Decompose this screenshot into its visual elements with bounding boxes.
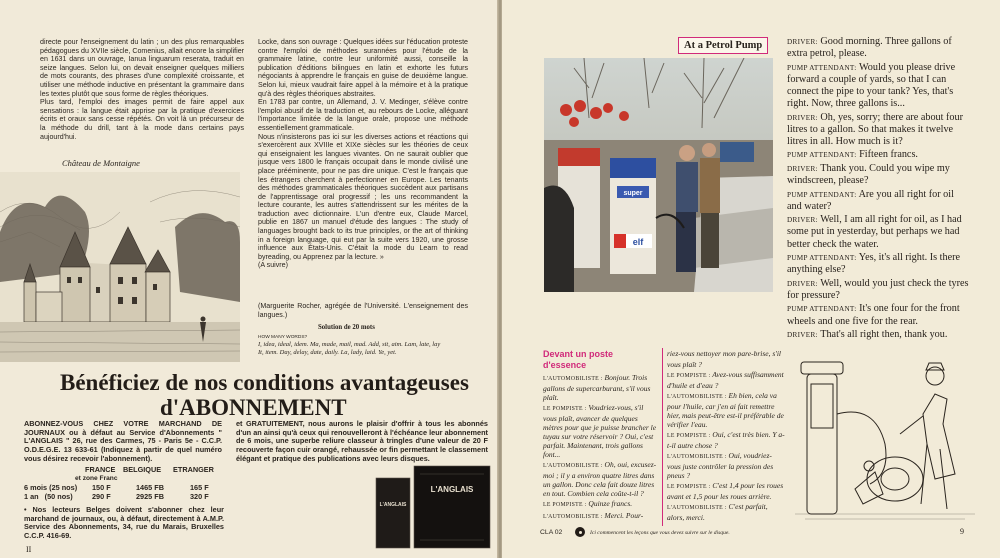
dialogue-line	[787, 214, 969, 250]
translation-line	[667, 430, 785, 450]
line-text: Yes, it's all right. Is there anything else?	[787, 252, 961, 276]
line-text: Well, I am all right for oil, as I had some put in yesterday, but perhaps we had better check the water.	[787, 214, 962, 250]
left-page	[0, 0, 498, 558]
english-dialogue	[787, 36, 969, 343]
speaker: DRIVER:	[787, 38, 818, 46]
line-text: Quinze francs.	[588, 499, 633, 508]
line-text: Oui, voudriez-vous juste contrôler la pression des pneus ?	[667, 451, 774, 480]
translation-line	[543, 373, 657, 402]
line-text: Would you please drive forward a couple of yards, so that I can connect the pipe to your tank? Yes, that's right. Now, three gallons is...	[787, 61, 956, 109]
record-disc-icon	[575, 527, 585, 537]
speaker: PUMP ATTENDANT:	[787, 190, 857, 199]
subscription-instructions: ABONNEZ-VOUS CHEZ VOTRE MARCHAND DE JOURNAUX ou à défaut au Service d'Abonnements " L'ANGLAIS " 26, rue des Carmes, 75 - Paris 5e - C.C.P. O.D.E.G.E. 13 633-61 (Indiquez à partir de quel numéro vous désirez recevoir l'abonnement).	[24, 420, 222, 463]
line-text: Oui, c'est très bien. Y a-t-il autre chose ?	[667, 430, 785, 450]
line-text: It's one four for the front wheels and one five for the rear.	[787, 303, 960, 327]
translation-line	[667, 391, 785, 429]
article-column-2: Locke, dans son ouvrage : Quelques idées sur l'éducation proteste contre l'emploi de méthodes surannées pour l'étude de la grammaire latine, contre leur uniformité aussi, conseille la publication d'éditions bilingues en latin et exhorte les futurs négociants à apprendre le français en guise de deuxième langue. Selon lui, mieux vaudrait faire appel à la mémoire et à la pratique qu'à des règles théoriques abstraites. En 1783 par contre, un Allemand, J. V. Medinger, s'élève contre l'emploi abusif de la traduction et, au rebours de Locke, alléguant l'importance limitée de la langue orale, propose une méthode essentiellement grammaticale. Nous n'insisterons pas ici sur les diverses actions et réactions qui s'exercèrent aux XVIIIe et XIXe siècles sur les théories de ceux qui enseignaient les langues vivantes. On ne saurait oublier que jusque vers 1800 le français occupait dans le monde civilisé une place prééminente, pour ne pas dire unique. C'est le français que les étrangers cherchent à perfectionner en Europe. Les tenants des méthodes grammaticales théoriques succèdent aux partisans de l'apprentissage oral progressif ; les uns recommandent la lecture courante, les autres s'attendrissent sur les mérites de la traduction avec dictionnaire. L'un d'entre eux, Claude Marcel, publie en 1867 un manuel d'étude des langues : The study of languages brought back to its true principles, or the art of thinking in a foreign language, qui eut par la suite vers 1920, une grosse influence aux États-Unis. C'était la mode du Learn to read byreading, ou Apprenez par la lecture. » (A suivre)	[258, 38, 468, 270]
speaker: LE POMPISTE :	[543, 502, 587, 508]
speaker: DRIVER:	[787, 113, 818, 122]
line-text: Good morning. Three gallons of extra petrol, please.	[787, 36, 952, 60]
solution-row-2: It, item. Day, delay, date, daily. La, lady, laid. Ye, yet.	[258, 349, 397, 356]
line-text: That's all right then, thank you.	[820, 329, 948, 341]
lesson-title: At a Petrol Pump	[678, 37, 768, 54]
column-divider	[662, 348, 663, 526]
solution-subtitle: HOW MANY WORDS?	[258, 335, 308, 340]
speaker: L'AUTOMOBILISTE :	[667, 505, 727, 511]
line-text: C'est parfait, alors, merci.	[667, 502, 768, 522]
line-text: riez-vous nettoyer mon pare-brise, s'il vous plaît ?	[667, 349, 782, 369]
article-column-1: directe pour l'enseignement du latin ; un des plus remarquables pédagogues du XVIIe siècle, Comenius, allait encore la simplifier en 1631 dans un ouvrage, Ianua linguarum reserata, traduit en seize langues. Selon lui, on devait enseigner quelques milliers de mots courants, des phrases d'une complexité croissante, et utiliser une méthode inductive en présentant la grammaire dans les textes plutôt que sous forme de règles théoriques. Plus tard, l'emploi des images permit de faire appel aux sensations : la langue était apprise par la pratique d'exercices écrits et oraux sans cesse répétés. On voit là un précurseur de la méthode du drill, tant à la mode dans certains pays aujourd'hui.	[40, 38, 244, 141]
line-text: Well, would you just check the tyres for pressure?	[787, 277, 969, 301]
tariff-cell: 150 F	[92, 483, 111, 492]
speaker: DRIVER:	[787, 164, 818, 173]
tariff-cell: 320 F	[190, 492, 209, 501]
tariff-header-etranger: ETRANGER	[173, 465, 214, 474]
tariff-cell: 2925 FB	[136, 492, 164, 501]
castle-engraving	[0, 172, 240, 362]
line-text: Avez-vous suffisamment d'huile et d'eau ?	[667, 370, 784, 390]
translation-line	[667, 349, 785, 369]
speaker: DRIVER:	[787, 216, 818, 225]
tariff-subheader: et zone Franc	[75, 475, 118, 482]
translation-line	[667, 451, 785, 480]
line-text: Are you all right for oil and water?	[787, 188, 954, 212]
solution-row-1: I, idea, ideal, idem. Ma, made, mail, mad. Add, sit, aim. Lam, late, lay	[258, 341, 441, 348]
speaker: L'AUTOMOBILISTE :	[667, 454, 727, 460]
speaker: PUMP ATTENDANT:	[787, 254, 857, 263]
speaker: PUMP ATTENDANT:	[787, 63, 857, 72]
dialogue-line	[787, 163, 969, 187]
binder-books-image	[372, 462, 494, 552]
tariff-header-belgique: BELGIQUE	[123, 465, 162, 474]
page-number-right: 9	[960, 527, 964, 536]
speaker: LE POMPISTE :	[667, 373, 711, 379]
petrol-station-photo	[544, 58, 773, 292]
petrol-pump-illustration	[795, 354, 975, 524]
binder-spine-label: L'ANGLAIS	[379, 502, 407, 508]
translation-line	[543, 460, 657, 498]
tariff-header-france: FRANCE	[85, 465, 116, 474]
translation-line	[543, 403, 657, 459]
dialogue-line	[787, 112, 969, 148]
french-title: Devant un poste d'essence	[543, 349, 614, 370]
dialogue-line	[787, 252, 969, 276]
dialogue-line	[787, 189, 969, 213]
pump-super-label: super	[623, 190, 643, 197]
binder-label: L'ANGLAIS	[430, 485, 474, 494]
article-signature: (Marguerite Rocher, agrégée de l'Université. L'enseignement des langues.)	[258, 302, 468, 319]
line-text: Bonjour. Trois gallons de supercarburant, s'il vous plaît.	[543, 373, 651, 402]
translation-line	[667, 481, 785, 501]
tariff-row-label: 6 mois (25 nos)	[24, 483, 78, 492]
line-text: Eh bien, cela va pour l'huile, car j'en ai fait remettre hier, mais peut-être est-il préférable de vérifier l'eau.	[667, 391, 784, 429]
tariff-cell: 290 F	[92, 492, 111, 501]
speaker: LE POMPISTE :	[667, 433, 711, 439]
speaker: LE POMPISTE :	[667, 484, 711, 490]
french-translation-col-2	[667, 349, 785, 523]
line-text: C'est 1,4 pour les roues avant et 1,5 pour les roues arrière.	[667, 481, 784, 501]
speaker: L'AUTOMOBILISTE :	[667, 394, 727, 400]
dialogue-line	[787, 278, 969, 302]
speaker: L'AUTOMOBILISTE :	[543, 376, 603, 382]
line-text: Thank you. Could you wipe my windscreen, please?	[787, 162, 950, 187]
speaker: DRIVER:	[787, 279, 818, 288]
dialogue-line	[787, 149, 969, 161]
line-text: Voudriez-vous, s'il vous plaît, avancer de quelques mètres pour que je puisse brancher le tuyau sur votre réservoir ? Oui, c'est parfait. Maintenant, trois gallons font...	[543, 403, 657, 459]
tariff-cell: 165 F	[190, 483, 209, 492]
line-text: Fifteen francs.	[859, 149, 918, 161]
free-binder-offer: et GRATUITEMENT, nous aurons le plaisir d'offrir à tous les abonnés d'un an ainsi qu'à ceux qui renouvelleront à l'échéance leur abonnement de 6 mois, une superbe reliure classeur à tringles d'une valeur de 20 F recouverte façon cuir orangé, rehaussée or fin permettant le classement élégant et pratique des publications avec leurs disques.	[236, 420, 488, 463]
tariff-cell: 1465 FB	[136, 483, 164, 492]
dialogue-line	[787, 303, 969, 327]
page-number-left: II	[26, 545, 32, 554]
record-instruction: Ici commencent les leçons que vous devez suivre sur le disque.	[590, 530, 730, 536]
translation-line	[543, 499, 657, 510]
translation-line	[667, 370, 785, 390]
image-caption: Château de Montaigne	[62, 158, 140, 168]
dialogue-line	[787, 329, 969, 341]
speaker: PUMP ATTENDANT:	[787, 305, 857, 314]
lesson-code: CLA 02	[540, 529, 563, 536]
speaker: L'AUTOMOBILISTE :	[543, 463, 603, 469]
subscription-headline-2: d'ABONNEMENT	[160, 395, 347, 420]
french-translation-col-1	[543, 373, 657, 523]
tariff-row-label: 1 an (50 nos)	[24, 492, 73, 501]
speaker: L'AUTOMOBILISTE :	[543, 514, 603, 520]
dialogue-line	[787, 62, 969, 110]
speaker: LE POMPISTE :	[543, 406, 587, 412]
translation-line	[543, 511, 657, 522]
dialogue-line	[787, 36, 969, 60]
speaker: PUMP ATTENDANT:	[787, 151, 857, 160]
translation-line	[667, 502, 785, 522]
subscription-headline-1: Bénéficiez de nos conditions avantageuses	[60, 370, 469, 395]
speaker: DRIVER:	[787, 331, 818, 340]
line-text: Oh, oui, excusez-moi ; il y a environ quatre litres dans un gallon. Donc cela fait douze litres en tout. Combien cela coûte-t-il ?	[543, 460, 657, 498]
pump-brand-logo: elf	[632, 237, 644, 247]
line-text: Oh, yes, sorry; there are about four litres to a gallon. So that makes it twelve litres in all. How much is it?	[787, 111, 963, 147]
line-text: Merci. Pour-	[604, 511, 644, 520]
belgian-readers-note: • Nos lecteurs Belges doivent s'abonner chez leur marchand de journaux, ou, à défaut, directement à A.M.P. Service des Abonnements, 34, rue du Marais, Bruxelles C.C.P. 416-69.	[24, 506, 224, 541]
solution-title: Solution de 20 mots	[318, 324, 375, 331]
